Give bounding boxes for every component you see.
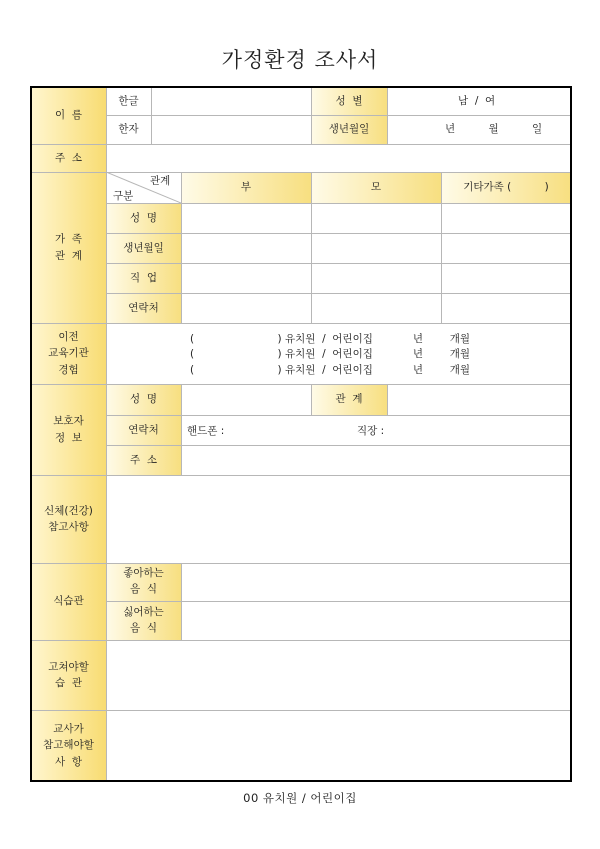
family-col-mother: 모 (311, 172, 441, 203)
likes-food-label: 좋아하는 음 식 (106, 563, 181, 601)
birth-value[interactable]: 년 월 일 (445, 123, 543, 136)
family-section-label: 가 족 관 계 (31, 172, 106, 323)
family-col-father: 부 (181, 172, 311, 203)
hanja-label: 한자 (118, 123, 139, 136)
guardian-relation-label: 관 계 (311, 384, 387, 415)
hangul-label: 한글 (118, 94, 139, 107)
family-row-name: 성 명 (106, 203, 181, 233)
document-title: 가정환경 조사서 (221, 48, 379, 72)
hanja-name-field[interactable] (151, 115, 311, 144)
hangul-name-field[interactable] (151, 87, 311, 115)
guardian-name-label: 성 명 (106, 384, 181, 415)
gender-value[interactable]: 남 / 여 (458, 94, 496, 107)
dislikes-food-label: 싫어하는 음 식 (106, 601, 181, 640)
prior-education-line-2[interactable]: ( ) 유치원 / 어린이집 년 개월 (190, 348, 471, 360)
eating-section-label: 식습관 (31, 563, 106, 640)
prior-education-label: 이전 교육기관 경험 (31, 323, 106, 384)
health-section-label: 신체(건강) 참고사항 (31, 475, 106, 563)
address-field[interactable] (106, 144, 571, 172)
prior-education-line-1[interactable]: ( ) 유치원 / 어린이집 년 개월 (190, 333, 471, 345)
family-row-job: 직 업 (106, 263, 181, 293)
prior-education-line-3[interactable]: ( ) 유치원 / 어린이집 년 개월 (190, 364, 471, 376)
diag-top-label: 관계 (150, 175, 171, 187)
family-col-other: 기타가족 ( ) (441, 172, 571, 203)
guardian-section-label: 보호자 정 보 (31, 384, 106, 475)
habits-section-label: 고쳐야할 습 관 (31, 640, 106, 710)
guardian-work-label: 직장 : (357, 425, 385, 437)
guardian-address-label: 주 소 (106, 445, 181, 475)
family-row-birth: 생년월일 (106, 233, 181, 263)
gender-label: 성 별 (311, 87, 387, 115)
birth-label: 생년월일 (311, 115, 387, 144)
guardian-phone-label: 핸드폰 : (187, 425, 225, 437)
name-section-label: 이 름 (31, 87, 106, 144)
diag-bottom-label: 구분 (113, 190, 134, 202)
address-section-label: 주 소 (31, 144, 106, 172)
guardian-contact-label: 연락처 (106, 415, 181, 445)
teacher-notes-label: 교사가 참고해야할 사 항 (31, 710, 106, 781)
document-footer: 00 유치원 / 어린이집 (243, 791, 357, 805)
family-row-contact: 연락처 (106, 293, 181, 323)
